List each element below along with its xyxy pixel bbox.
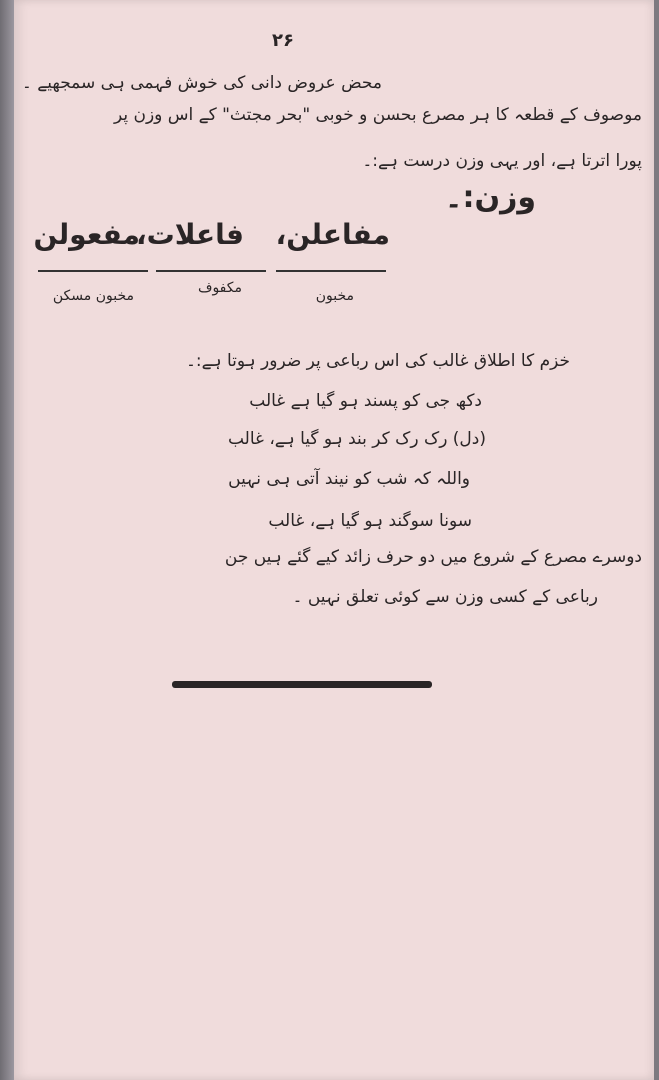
book-page bbox=[14, 0, 654, 1080]
underline-1 bbox=[276, 270, 386, 272]
verse-3: واللہ کہ شب کو نیند آتی ہی نہیں bbox=[228, 469, 470, 489]
text-line-3: پورا اترتا ہے، اور یہی وزن درست ہے:۔ bbox=[362, 151, 642, 171]
underline-3 bbox=[38, 270, 148, 272]
page-number: ۲۶ bbox=[272, 30, 294, 51]
closing-line-2: رباعی کے کسی وزن سے کوئی تعلق نہیں ۔ bbox=[292, 587, 598, 607]
text-line-2: موصوف کے قطعہ کا ہر مصرع بحسن و خوبی "بحر مجتث" کے اس وزن پر bbox=[113, 105, 642, 125]
meter-name-1: مخبون bbox=[315, 288, 354, 304]
meter-foot-2: فاعلات، bbox=[135, 218, 244, 251]
meter-name-2: مکفوف bbox=[197, 280, 242, 296]
verse-1: دکھ جی کو پسند ہو گیا ہے غالب bbox=[249, 391, 482, 411]
meter-foot-3: مفعولن bbox=[33, 218, 140, 251]
khazm-line: خزم کا اطلاق غالب کی اس رباعی پر ضرور ہوتا ہے:۔ bbox=[185, 351, 570, 371]
page-gutter bbox=[0, 0, 14, 1080]
section-divider bbox=[172, 681, 432, 688]
verse-2: (دل) رک رک کر بند ہو گیا ہے، غالب bbox=[227, 429, 486, 449]
text-line-1: محض عروض دانی کی خوش فہمی ہی سمجھیے ۔ bbox=[21, 73, 382, 93]
closing-line-1: دوسرے مصرع کے شروع میں دو حرف زائد کیے گئے ہیں جن bbox=[224, 547, 642, 567]
verse-4: سونا سوگند ہو گیا ہے، غالب bbox=[268, 511, 472, 531]
wazn-label: وزن:۔ bbox=[444, 180, 536, 215]
meter-foot-1: مفاعلن، bbox=[275, 218, 390, 251]
meter-name-3: مخبون مسکن bbox=[52, 288, 134, 304]
underline-2 bbox=[156, 270, 266, 272]
